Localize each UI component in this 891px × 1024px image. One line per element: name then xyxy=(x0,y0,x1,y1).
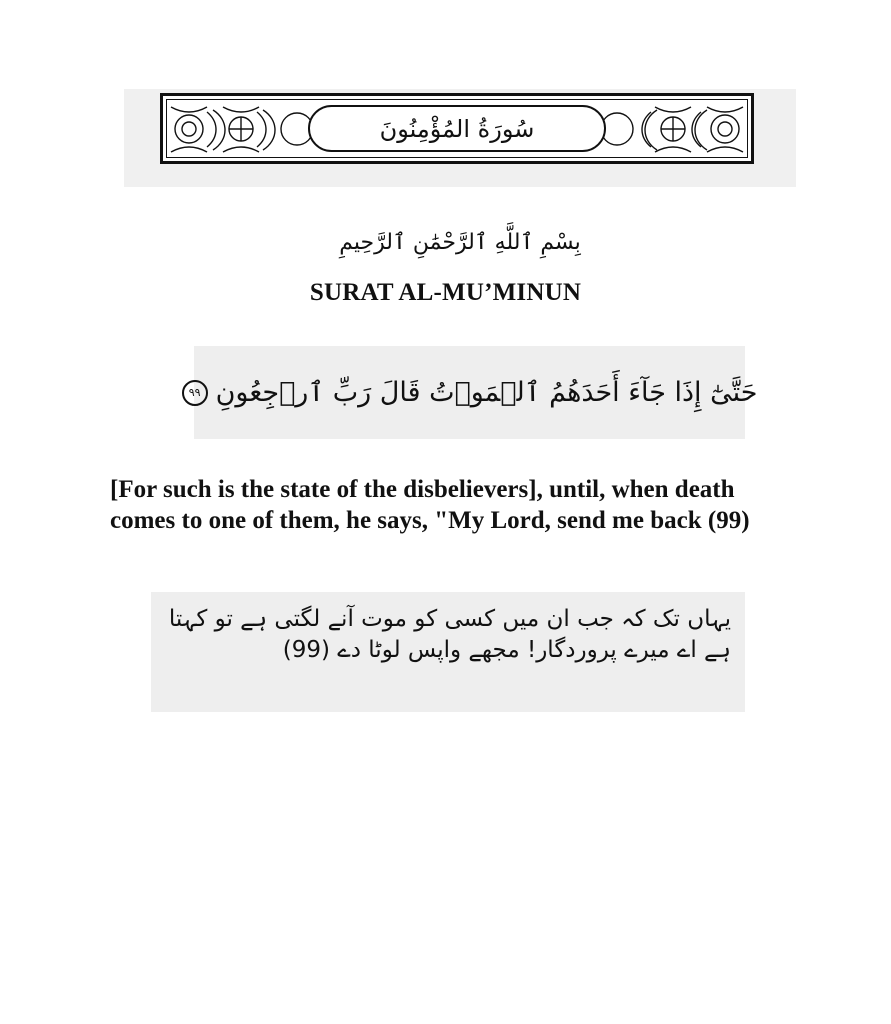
arabic-verse-panel xyxy=(188,346,758,439)
urdu-translation: یہاں تک کہ جب ان میں کسی کو موت آنے لگتی ہے تو کہتا ہے اے میرے پروردگار! مجھے واپس لوٹا دے (99) xyxy=(168,606,731,663)
urdu-translation-panel xyxy=(151,592,745,712)
surah-header-frame xyxy=(160,93,754,164)
basmala: بِسْمِ ٱللَّهِ ٱلرَّحْمَٰنِ ٱلرَّحِيمِ xyxy=(339,229,581,255)
arabic-verse-text: حَتَّىٰٓ إِذَا جَآءَ أَحَدَهُمُ ٱلۡمَوۡتُ قَالَ رَبِّ ٱرۡجِعُونِ xyxy=(215,377,758,408)
arabic-verse xyxy=(182,377,758,408)
ayah-number-marker: ٩٩ xyxy=(182,380,208,406)
surah-header-panel xyxy=(124,89,796,187)
english-translation: [For such is the state of the disbelievers], until, when death comes to one of them, he says, "My Lord, send me back (99) xyxy=(110,476,750,534)
left-ornament-icon xyxy=(169,102,319,157)
surah-title: SURAT AL-MU’MINUN xyxy=(309,279,582,306)
right-ornament-icon xyxy=(595,102,745,157)
surah-name-cartouche xyxy=(308,105,606,152)
surah-arabic-name: سُورَةُ المُؤْمِنُونَ xyxy=(379,114,535,143)
